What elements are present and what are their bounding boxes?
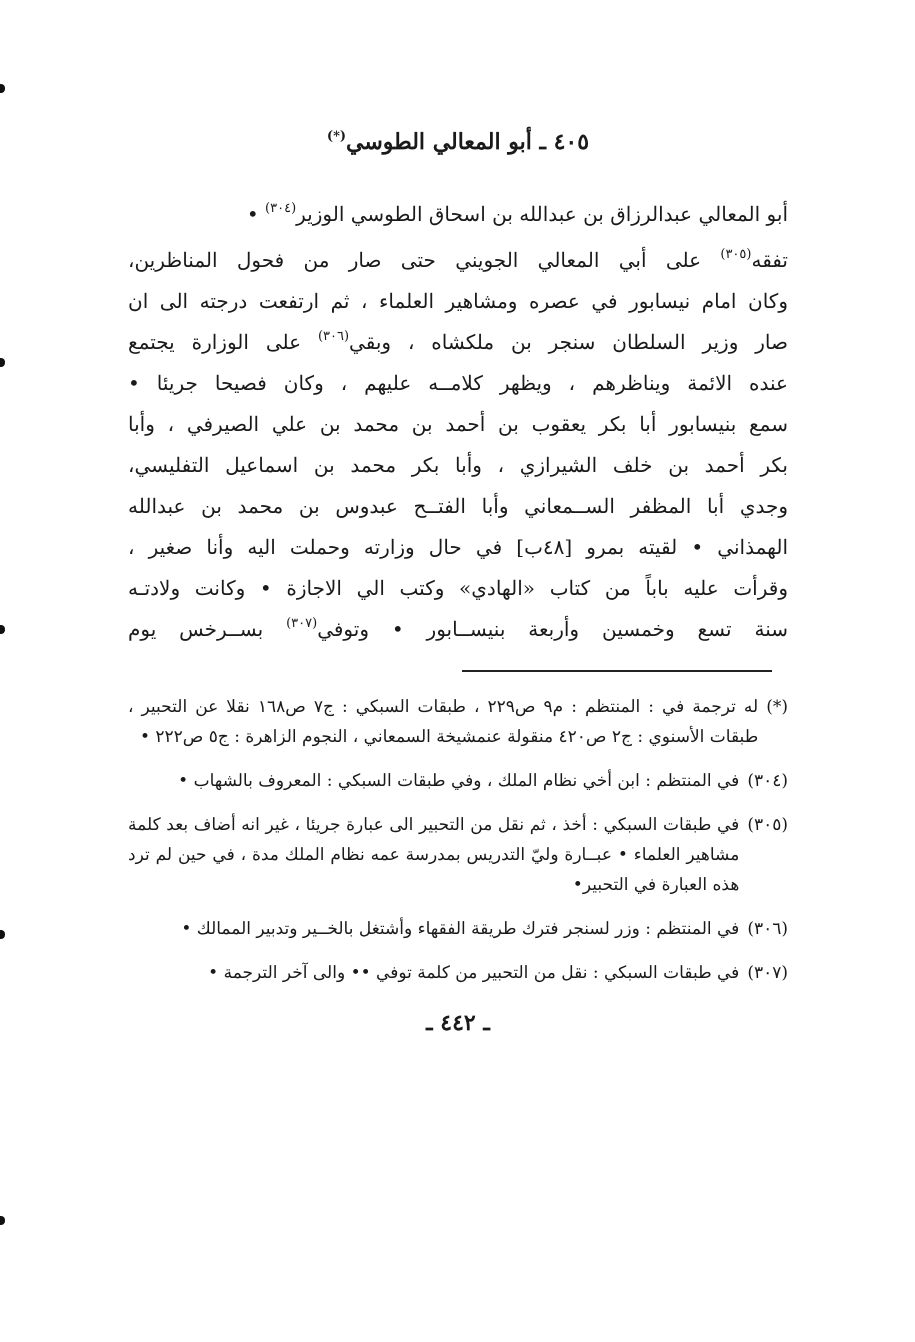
entry-title-text: ٤٠٥ ـ أبو المعالي الطوسي [346, 129, 590, 155]
line-text: سمع بنيسابور أبا بكر يعقوب بن أحمد بن محمد بن علي الصيرفي ، وأبا [128, 412, 788, 436]
footnote-text: له ترجمة في : المنتظم : م٩ ص٢٢٩ ، طبقات السبكي : ج٧ ص١٦٨ نقلا عن التحبير ، طبقات الأسنوي : ج٢ ص٤٢٠ منقولة عنمشيخة السمعاني ، النجوم الزاهرة : ج٥ ص٢٢٢ • [128, 697, 759, 747]
book-page [128, 120, 788, 1036]
page-edge-mark [0, 625, 5, 634]
line-footnote-ref: (٣٠٧) [286, 616, 318, 631]
page-edge-mark [0, 84, 5, 93]
footnote [128, 810, 788, 900]
body-line [128, 486, 788, 527]
footnote [128, 692, 788, 752]
page-number: ـ ٤٤٢ ـ [426, 1010, 490, 1036]
footnote-number: (٣٠٤) [747, 771, 788, 791]
footnote-text: في المنتظم : ابن أخي نظام الملك ، وفي طبقات السبكي : المعروف بالشهاب • [178, 771, 740, 791]
entry-title-footnote-ref: (*) [326, 129, 347, 144]
footnote [128, 914, 788, 944]
line-text: وقرأت عليه باباً من كتاب «الهادي» وكتب الي الاجازة • وكانت ولادتـه [128, 576, 788, 600]
line-text: وجدي أبا المظفر الســمعاني وأبا الفتــح عبدوس بن محمد بن عبدالله [128, 494, 788, 518]
body-line [128, 527, 788, 568]
line-text: وكان امام نيسابور في عصره ومشاهير العلماء ، ثم ارتفعت درجته الى ان [128, 289, 788, 313]
footnote-text: في المنتظم : وزر لسنجر فترك طريقة الفقهاء وأشتغل بالخــير وتدبير الممالك • [181, 919, 740, 939]
line-text: الهمذاني • لقيته بمرو [٤٨ب] في حال وزارته وحملت اليه وأنا صغير ، [128, 535, 788, 559]
footnote-text: في طبقات السبكي : أخذ ، ثم نقل من التحبير الى عبارة جريئا ، غير انه أضاف بعد كلمة مشاهير العلماء • عبــارة وليّ التدريس بمدرسة عمه نظام الملك مدة ، في حين لم ترد هذه العبارة في التحبير• [128, 815, 740, 895]
footnote-number: (٣٠٥) [747, 815, 788, 835]
body-line [128, 568, 788, 609]
line-text: تفقه [751, 248, 788, 272]
body-line [128, 240, 788, 281]
page-edge-mark [0, 358, 5, 367]
line-text: بكر أحمد بن خلف الشيرازي ، وأبا بكر محمد بن اسماعيل التفليسي، [128, 453, 788, 477]
body-line [128, 322, 788, 363]
footnote-number: (٣٠٦) [747, 919, 788, 939]
footnote-separator-rule [462, 670, 772, 672]
page-edge-mark [0, 930, 5, 939]
footnotes [128, 692, 788, 988]
footnote-text: في طبقات السبكي : نقل من التحبير من كلمة توفي •• والى آخر الترجمة • [208, 963, 740, 983]
page-edge-mark [0, 1216, 5, 1225]
footnote [128, 958, 788, 988]
line-footnote-ref: (٣٠٦) [317, 329, 350, 344]
body-line [128, 281, 788, 322]
line-text: سنة تسع وخمسين وأربعة بنيســابور • وتوفي [317, 617, 788, 641]
line-text: بســرخس يوم [128, 617, 287, 641]
body-line [128, 404, 788, 445]
intro-footnote-ref: (٣٠٤) [265, 201, 297, 216]
footnote-number: (٣٠٧) [747, 963, 788, 983]
entry-body [128, 240, 788, 650]
entry-title [128, 120, 788, 164]
line-text: على أبي المعالي الجويني حتى صار من فحول المناظرين، [128, 248, 721, 272]
line-text: على الوزارة يجتمع [128, 330, 318, 354]
body-line [128, 609, 788, 650]
line-footnote-ref: (٣٠٥) [720, 247, 752, 262]
intro-end-mark: • [246, 202, 259, 226]
entry-intro [128, 192, 788, 236]
footnote-number: (*) [766, 697, 788, 717]
footnote [128, 766, 788, 796]
body-line [128, 445, 788, 486]
line-text: عنده الائمة ويناظرهم ، ويظهر كلامــه عليهم ، وكان فصيحا جريئا • [128, 371, 788, 395]
intro-text: أبو المعالي عبدالرزاق بن عبدالله بن اسحاق الطوسي الوزير [296, 202, 788, 226]
body-line [128, 363, 788, 404]
line-text: صار وزير السلطان سنجر بن ملكشاه ، وبقي [349, 330, 788, 354]
